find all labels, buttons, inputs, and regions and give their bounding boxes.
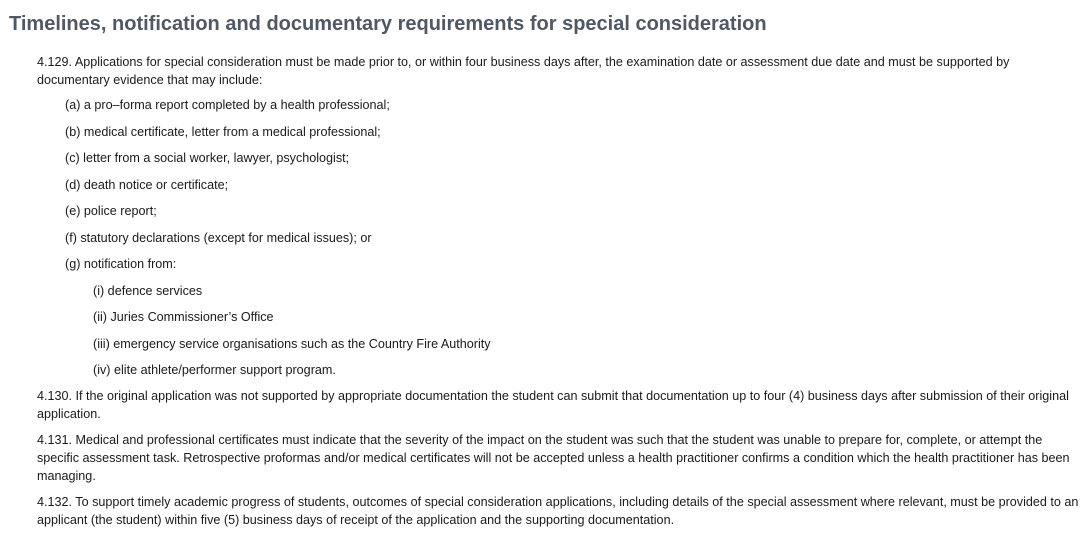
list-item-f: (f) statutory declarations (except for medical issues); or — [65, 230, 372, 245]
policy-content — [37, 53, 1079, 537]
list-item-e: (e) police report; — [65, 204, 157, 218]
sublist-item-ii: (ii) Juries Commissioner’s Office — [93, 310, 274, 324]
sublist-item-iv: (iv) elite athlete/performer support program. — [93, 363, 336, 377]
list-item-d: (d) death notice or certificate; — [65, 177, 229, 192]
paragraph-4-129: 4.129. Applications for special consideration must be made prior to, or within four business days after, the examination date or assessment due date and must be supported by documentary evidence that may include: — [37, 55, 1010, 87]
paragraph-4-130: 4.130. If the original application was not supported by appropriate documentation the student can submit that documentation up to four (4) business days after submission of their original application. — [37, 389, 1069, 421]
list-item-g: (g) notification from: — [65, 257, 177, 271]
paragraph-4-132: 4.132. To support timely academic progress of students, outcomes of special consideration applications, including details of the special assessment where relevant, must be provided to an applicant (the student) within five (5) business days of receipt of the application and the supporting documentation. — [37, 495, 1079, 527]
page-heading: Timelines, notification and documentary requirements for special consideration — [9, 13, 767, 35]
sublist-item-iii: (iii) emergency service organisations such as the Country Fire Authority — [93, 336, 491, 351]
list-item-b: (b) medical certificate, letter from a medical professional; — [65, 124, 381, 139]
list-item-a: (a) a pro–forma report completed by a health professional; — [65, 98, 390, 112]
documentary-evidence-list — [37, 96, 1079, 379]
paragraph-4-131: 4.131. Medical and professional certificates must indicate that the severity of the impact on the student was such that the student was unable to prepare for, complete, or attempt the specific assessment task. Retrospective proformas and/or medical certificates will not be accepted unless a health practitioner confirms a condition which the health practitioner has been managing. — [37, 433, 1070, 483]
sublist-item-i: (i) defence services — [93, 283, 203, 298]
list-item-c: (c) letter from a social worker, lawyer, psychologist; — [65, 151, 350, 165]
